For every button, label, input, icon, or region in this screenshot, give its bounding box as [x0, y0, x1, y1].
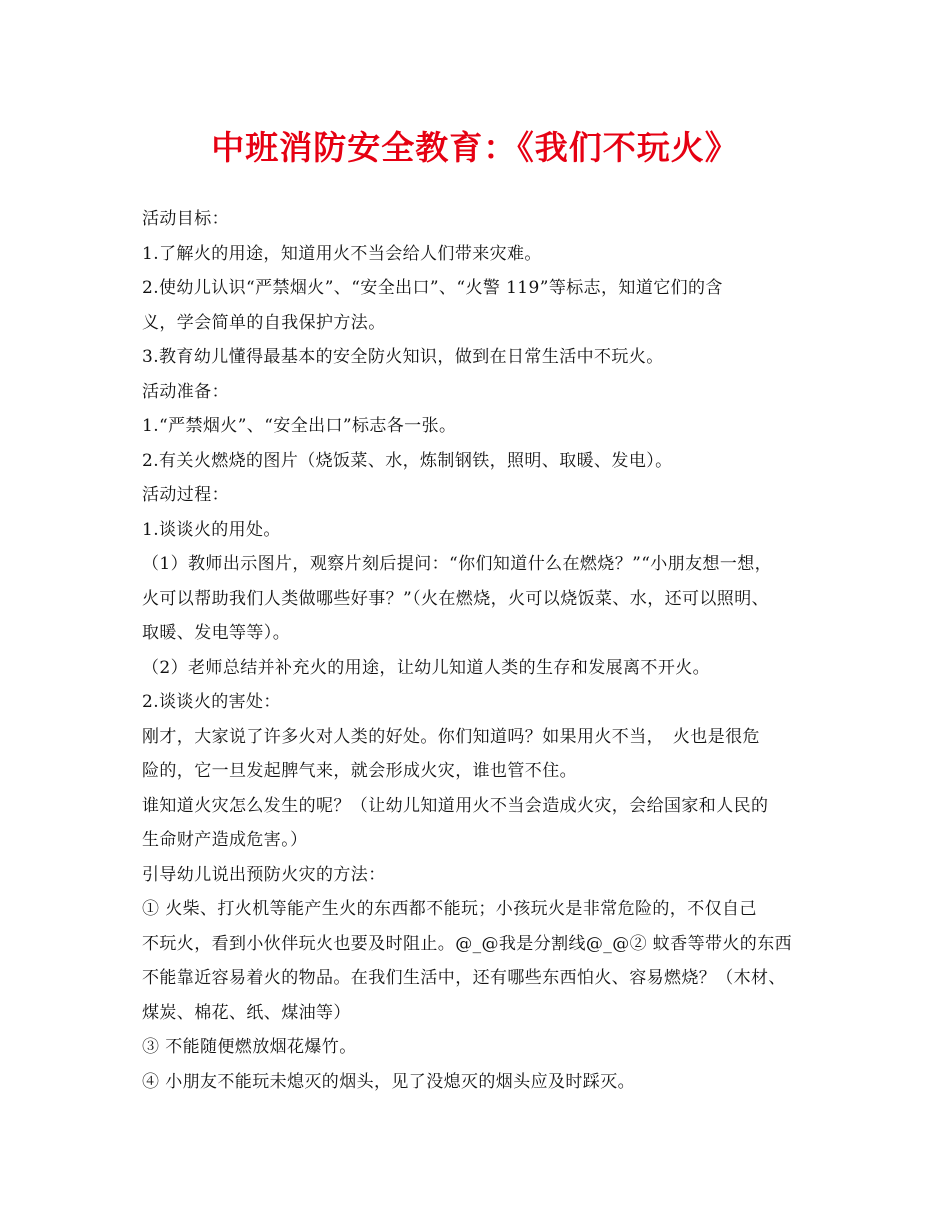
prevention-item-1-line-1: ① 火柴、打火机等能产生火的东西都不能玩；小孩玩火是非常危险的，不仅自己: [142, 899, 757, 919]
prevention-item-2-line-1: 不能靠近容易着火的物品。在我们生活中，还有哪些东西怕火、容易燃烧？（木材、: [142, 968, 786, 988]
process-1-step-1-line-3: 取暖、发电等等）。: [142, 623, 291, 643]
process-2-paragraph-1-line-1: 刚才，大家说了许多火对人类的好处。你们知道吗？如果用火不当， 火也是很危: [142, 726, 760, 747]
goal-3: 3.教育幼儿懂得最基本的安全防火知识，做到在日常生活中不玩火。: [142, 347, 664, 367]
process-2-paragraph-2-line-1: 谁知道火灾怎么发生的呢？（让幼儿知道用火不当会造成火灾，会给国家和人民的: [142, 795, 769, 816]
preparation-2: 2.有关火燃烧的图片（烧饭菜、水，炼制钢铁，照明、取暖、发电）。: [142, 450, 673, 471]
prevention-item-3: ③ 不能随便燃放烟花爆竹。: [142, 1037, 357, 1057]
process-1-step-1-line-1: （1）教师出示图片，观察片刻后提问：“你们知道什么在燃烧？”“小朋友想一想，: [142, 554, 773, 574]
process-2-paragraph-1-line-2: 险的，它一旦发起脾气来，就会形成火灾，谁也管不住。: [142, 761, 577, 781]
goal-2-line-2: 义，学会简单的自我保护方法。: [142, 312, 386, 333]
goal-2-line-1: 2.使幼儿认识“严禁烟火”、“安全出口”、“火警 119”等标志，知道它们的含: [142, 278, 723, 298]
heading-activity-process: 活动过程：: [142, 485, 229, 505]
document-body: [142, 202, 832, 1099]
process-2-paragraph-2-line-2: 生命财产造成危害。）: [142, 830, 308, 850]
goal-1: 1.了解火的用途，知道用火不当会给人们带来灾难。: [142, 243, 542, 264]
process-1-step-1-line-2: 火可以帮助我们人类做哪些好事？”（火在燃烧，火可以烧饭菜、水，还可以照明、: [142, 588, 769, 609]
process-1-step-2: （2）老师总结并补充火的用途，让幼儿知道人类的生存和发展离不开火。: [142, 657, 711, 678]
prevention-intro: 引导幼儿说出预防火灾的方法：: [142, 864, 386, 885]
process-1-heading: 1.谈谈火的用处。: [142, 519, 281, 540]
prevention-item-4: ④ 小朋友不能玩未熄灭的烟头，见了没熄灭的烟头应及时踩灭。: [142, 1071, 636, 1092]
heading-activity-preparation: 活动准备：: [142, 381, 229, 402]
document-title: 中班消防安全教育：《我们不玩火》: [211, 128, 739, 167]
prevention-item-2-line-2: 煤炭、棉花、纸、煤油等）: [142, 1002, 351, 1023]
process-2-heading: 2.谈谈火的害处：: [142, 692, 281, 712]
preparation-1: 1.“严禁烟火”、“安全出口”标志各一张。: [142, 416, 457, 436]
prevention-item-1-line-2: 不玩火，看到小伙伴玩火也要及时阻止。@_@我是分割线@_@② 蚊香等带火的东西: [142, 933, 793, 954]
heading-activity-goals: 活动目标：: [142, 209, 229, 229]
